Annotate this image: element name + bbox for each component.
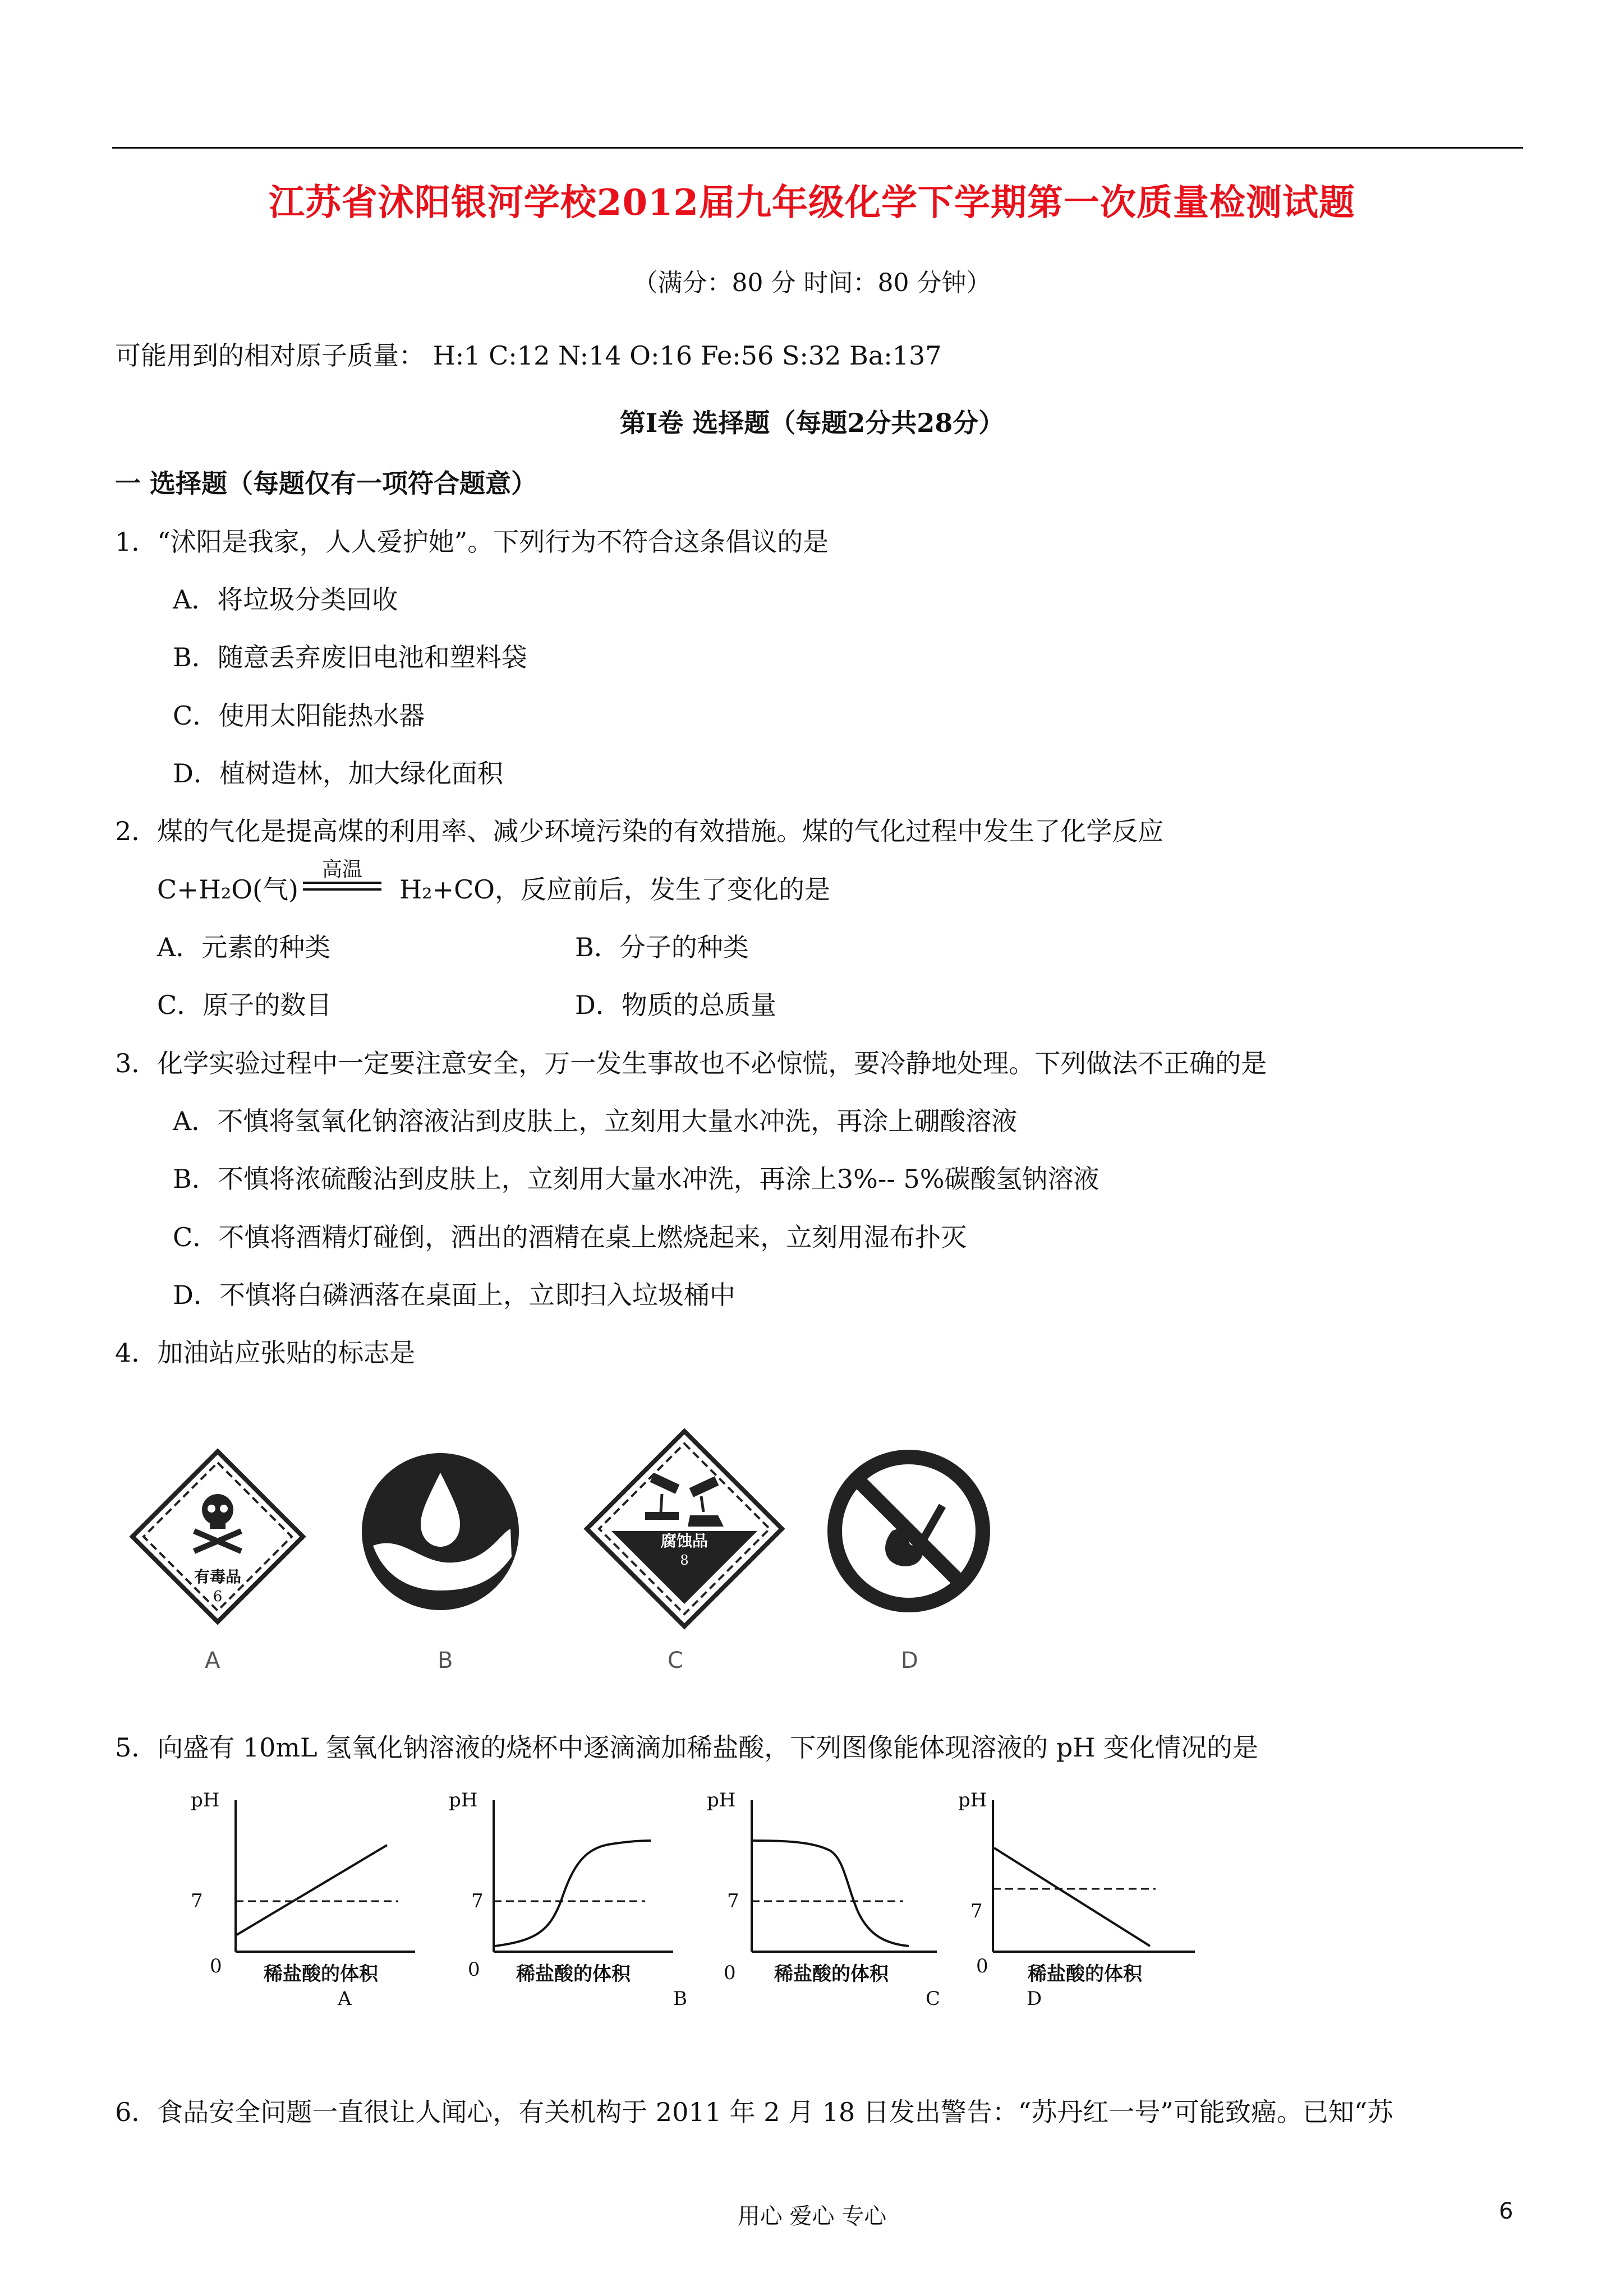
q2-stem: 2．煤的气化是提高煤的利用率、减少环境污染的有效措施。煤的气化过程中发生了化学反应 — [115, 816, 1164, 846]
graph-c-seven: 7 — [727, 1890, 739, 1912]
q3-stem: 3．化学实验过程中一定要注意安全，万一发生事故也不必惊慌，要冷静地处理。下列做法不正确的是 — [115, 1048, 1267, 1078]
q2-condition: 高温 — [321, 858, 362, 881]
graph-b-seven: 7 — [471, 1890, 484, 1912]
sign-c-text: 腐蚀品 — [660, 1532, 708, 1550]
graph-a-zero: 0 — [210, 1955, 222, 1977]
q1-option-a: A．将垃圾分类回收 — [173, 584, 398, 615]
q1-stem: 1．“沭阳是我家，人人爱护她”。下列行为不符合这条倡议的是 — [115, 527, 829, 557]
graph-b — [443, 1789, 687, 2010]
q2-option-d: D．物质的总质量 — [575, 990, 776, 1020]
q2-option-a: A．元素的种类 — [157, 932, 331, 962]
sign-a-number: 6 — [213, 1588, 223, 1605]
graph-b-zero: 0 — [468, 1958, 480, 1981]
q2-option-c: C．原子的数目 — [157, 990, 332, 1020]
footer-motto: 用心 爱心 专心 — [737, 2203, 887, 2229]
q2-equation-right: H₂+CO，反应前后，发生了变化的是 — [399, 874, 831, 905]
page-number: 6 — [1499, 2198, 1513, 2224]
graph-b-ylabel: pH — [449, 1789, 478, 1811]
no-fire-sign-icon — [825, 1447, 993, 1615]
q5-stem: 5．向盛有 10mL 氢氧化钠溶液的烧杯中逐滴滴加稀盐酸，下列图像能体现溶液的 pH 变化情况的是 — [115, 1732, 1259, 1763]
part-title: 一 选择题（每题仅有一项符合题意） — [115, 468, 537, 499]
q3-option-a: A．不慎将氢氧化钠溶液沾到皮肤上，立刻用大量水冲洗，再涂上硼酸溶液 — [173, 1106, 1018, 1136]
sign-a-text: 有毒品 — [194, 1567, 241, 1586]
q2-option-b: B．分子的种类 — [575, 932, 749, 962]
graph-a — [185, 1789, 421, 2010]
graph-d-ylabel: pH — [958, 1789, 987, 1811]
equation-bar-bottom — [303, 888, 381, 891]
volume-title: 第Ⅰ卷 选择题（每题2分共28分） — [619, 408, 1005, 438]
header-rule — [112, 147, 1523, 149]
graph-c-ylabel: pH — [707, 1789, 736, 1811]
page-title: 江苏省沭阳银河学校2012届九年级化学下学期第一次质量检测试题 — [268, 182, 1356, 224]
graph-d-seven: 7 — [970, 1900, 983, 1922]
graph-d-xlabel: 稀盐酸的体积 — [1028, 1963, 1142, 1985]
q6-stem: 6．食品安全问题一直很让人闻心，有关机构于 2011 年 2 月 18 日发出警告：“苏丹红一号”可能致癌。已知“苏 — [115, 2097, 1393, 2127]
graph-b-xlabel: 稀盐酸的体积 — [516, 1963, 631, 1985]
flammable-liquid-sign-icon — [359, 1450, 522, 1613]
graph-d-label: D — [1027, 1988, 1042, 2010]
q1-option-c: C．使用太阳能热水器 — [173, 700, 425, 731]
graph-a-ylabel: pH — [191, 1789, 220, 1811]
graph-a-seven: 7 — [191, 1890, 203, 1912]
q2-equation-left: C+H₂O(气) — [157, 874, 298, 905]
graph-c-zero: 0 — [724, 1962, 736, 1984]
q3-option-d: D．不慎将白磷洒落在桌面上，立即扫入垃圾桶中 — [173, 1280, 735, 1310]
graph-a-label: A — [338, 1988, 352, 2010]
q1-option-b: B．随意丢弃废旧电池和塑料袋 — [173, 642, 527, 672]
graph-b-label: B — [673, 1988, 687, 2010]
graph-c-label: C — [926, 1988, 941, 2010]
graph-d-zero: 0 — [976, 1955, 988, 1977]
atomic-mass-line: 可能用到的相对原子质量： H:1 C:12 N:14 O:16 Fe:56 S:32 Ba:137 — [115, 340, 942, 371]
sign-label-a: A — [205, 1648, 220, 1673]
q1-option-d: D．植树造林，加大绿化面积 — [173, 758, 503, 789]
graph-c — [701, 1789, 959, 2010]
q4-stem: 4．加油站应张贴的标志是 — [115, 1338, 416, 1368]
score-time: （满分：80 分 时间：80 分钟） — [633, 269, 991, 297]
graph-d — [954, 1789, 1212, 2010]
q3-option-c: C．不慎将酒精灯碰倒，洒出的酒精在桌上燃烧起来，立刻用湿布扑灭 — [173, 1222, 967, 1252]
sign-label-c: C — [668, 1648, 683, 1673]
graph-c-xlabel: 稀盐酸的体积 — [774, 1963, 889, 1985]
equation-bar-top — [303, 882, 381, 884]
sign-c-number: 8 — [680, 1552, 689, 1568]
sign-label-b: B — [438, 1648, 453, 1673]
q3-option-b: B．不慎将浓硫酸沾到皮肤上，立刻用大量水冲洗，再涂上3%-- 5%碳酸氢钠溶液 — [173, 1164, 1099, 1194]
graph-a-xlabel: 稀盐酸的体积 — [264, 1963, 378, 1985]
sign-label-d: D — [901, 1648, 918, 1673]
